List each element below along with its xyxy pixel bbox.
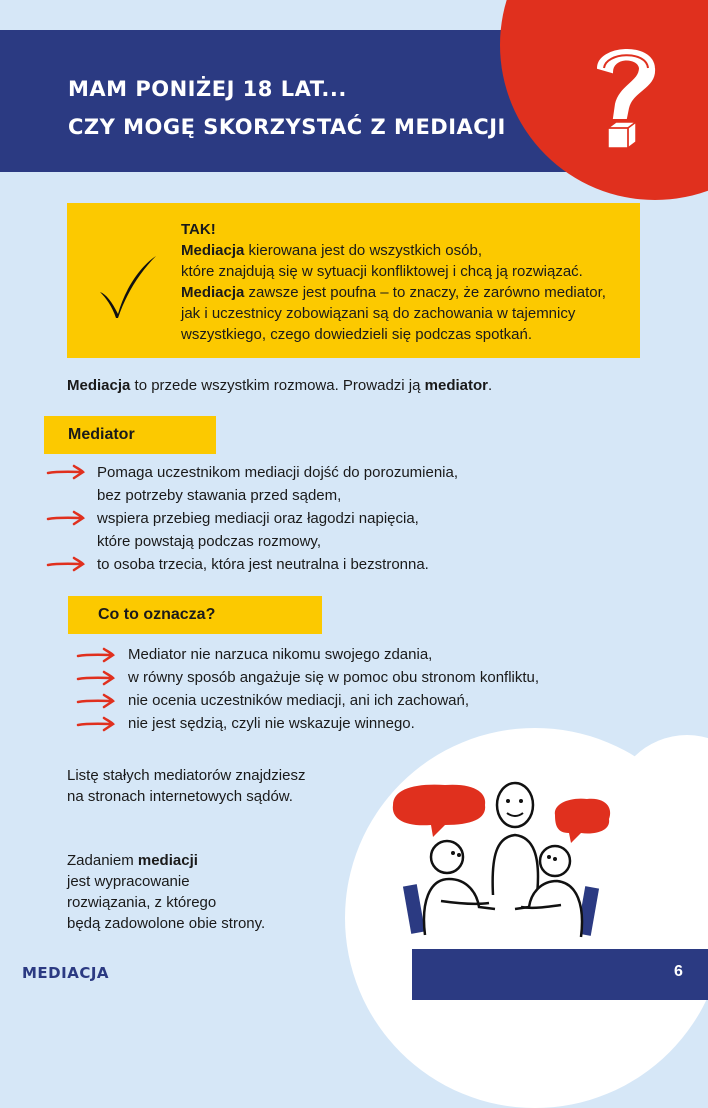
list-item: w równy sposób angażuje się w pomoc obu stronom konfliktu, <box>128 669 540 686</box>
page-number: 6 <box>674 963 683 980</box>
footer-label: MEDIACJA <box>22 964 110 982</box>
title-line-2: CZY MOGĘ SKORZYSTAĆ Z MEDIACJI <box>68 115 506 139</box>
list-item: nie ocenia uczestników mediacji, ani ich zachowań, <box>128 692 470 709</box>
mediators-list-note: Listę stałych mediatorów znajdziesz na stronach internetowych sądów. <box>67 767 306 805</box>
title-line-1: MAM PONIŻEJ 18 LAT... <box>68 77 347 101</box>
mediator-list <box>97 461 458 576</box>
page-title <box>68 70 506 146</box>
intro-paragraph: Mediacja to przede wszystkim rozmowa. Prowadzi ją mediator. <box>67 377 493 394</box>
arrow-right-icon <box>76 716 116 732</box>
list-item: Pomaga uczestnikom mediacji dojść do porozumienia, bez potrzeby stawania przed sądem, <box>97 464 459 504</box>
footer-band <box>412 949 708 1000</box>
mediation-goal-note: Zadaniem mediacji jest wypracowanie rozwiązania, z którego będą zadowolone obie strony. <box>67 852 266 932</box>
checkmark-icon <box>96 252 160 322</box>
yes-line-2: które znajdują się w sytuacji konfliktowej i chcą ją rozwiązać. <box>181 263 583 280</box>
question-mark-icon <box>580 38 670 158</box>
mediator-heading: Mediator <box>44 416 216 454</box>
mediation-people-illustration <box>385 775 615 945</box>
arrow-right-icon <box>76 693 116 709</box>
list-item: to osoba trzecia, która jest neutralna i bezstronna. <box>97 556 429 573</box>
meaning-heading: Co to oznacza? <box>68 596 322 634</box>
yes-box-text <box>181 219 606 345</box>
yes-line-4: jak i uczestnicy zobowiązani są do zachowania w tajemnicy <box>181 305 576 322</box>
arrow-right-icon <box>46 510 86 526</box>
arrow-right-icon <box>46 464 86 480</box>
yes-line-3: Mediacja zawsze jest poufna – to znaczy, że zarówno mediator, <box>181 284 606 301</box>
meaning-list <box>128 643 539 735</box>
yes-line-5: wszystkiego, czego dowiedzieli się podczas spotkań. <box>181 326 533 343</box>
yes-heading: TAK! <box>181 221 216 238</box>
list-item: Mediator nie narzuca nikomu swojego zdania, <box>128 646 433 663</box>
yes-line-1: Mediacja kierowana jest do wszystkich osób, <box>181 242 482 259</box>
arrow-right-icon <box>46 556 86 572</box>
list-item: wspiera przebieg mediacji oraz łagodzi napięcia, które powstają podczas rozmowy, <box>97 510 419 550</box>
arrow-right-icon <box>76 670 116 686</box>
arrow-right-icon <box>76 647 116 663</box>
list-item: nie jest sędzią, czyli nie wskazuje winnego. <box>128 715 415 732</box>
